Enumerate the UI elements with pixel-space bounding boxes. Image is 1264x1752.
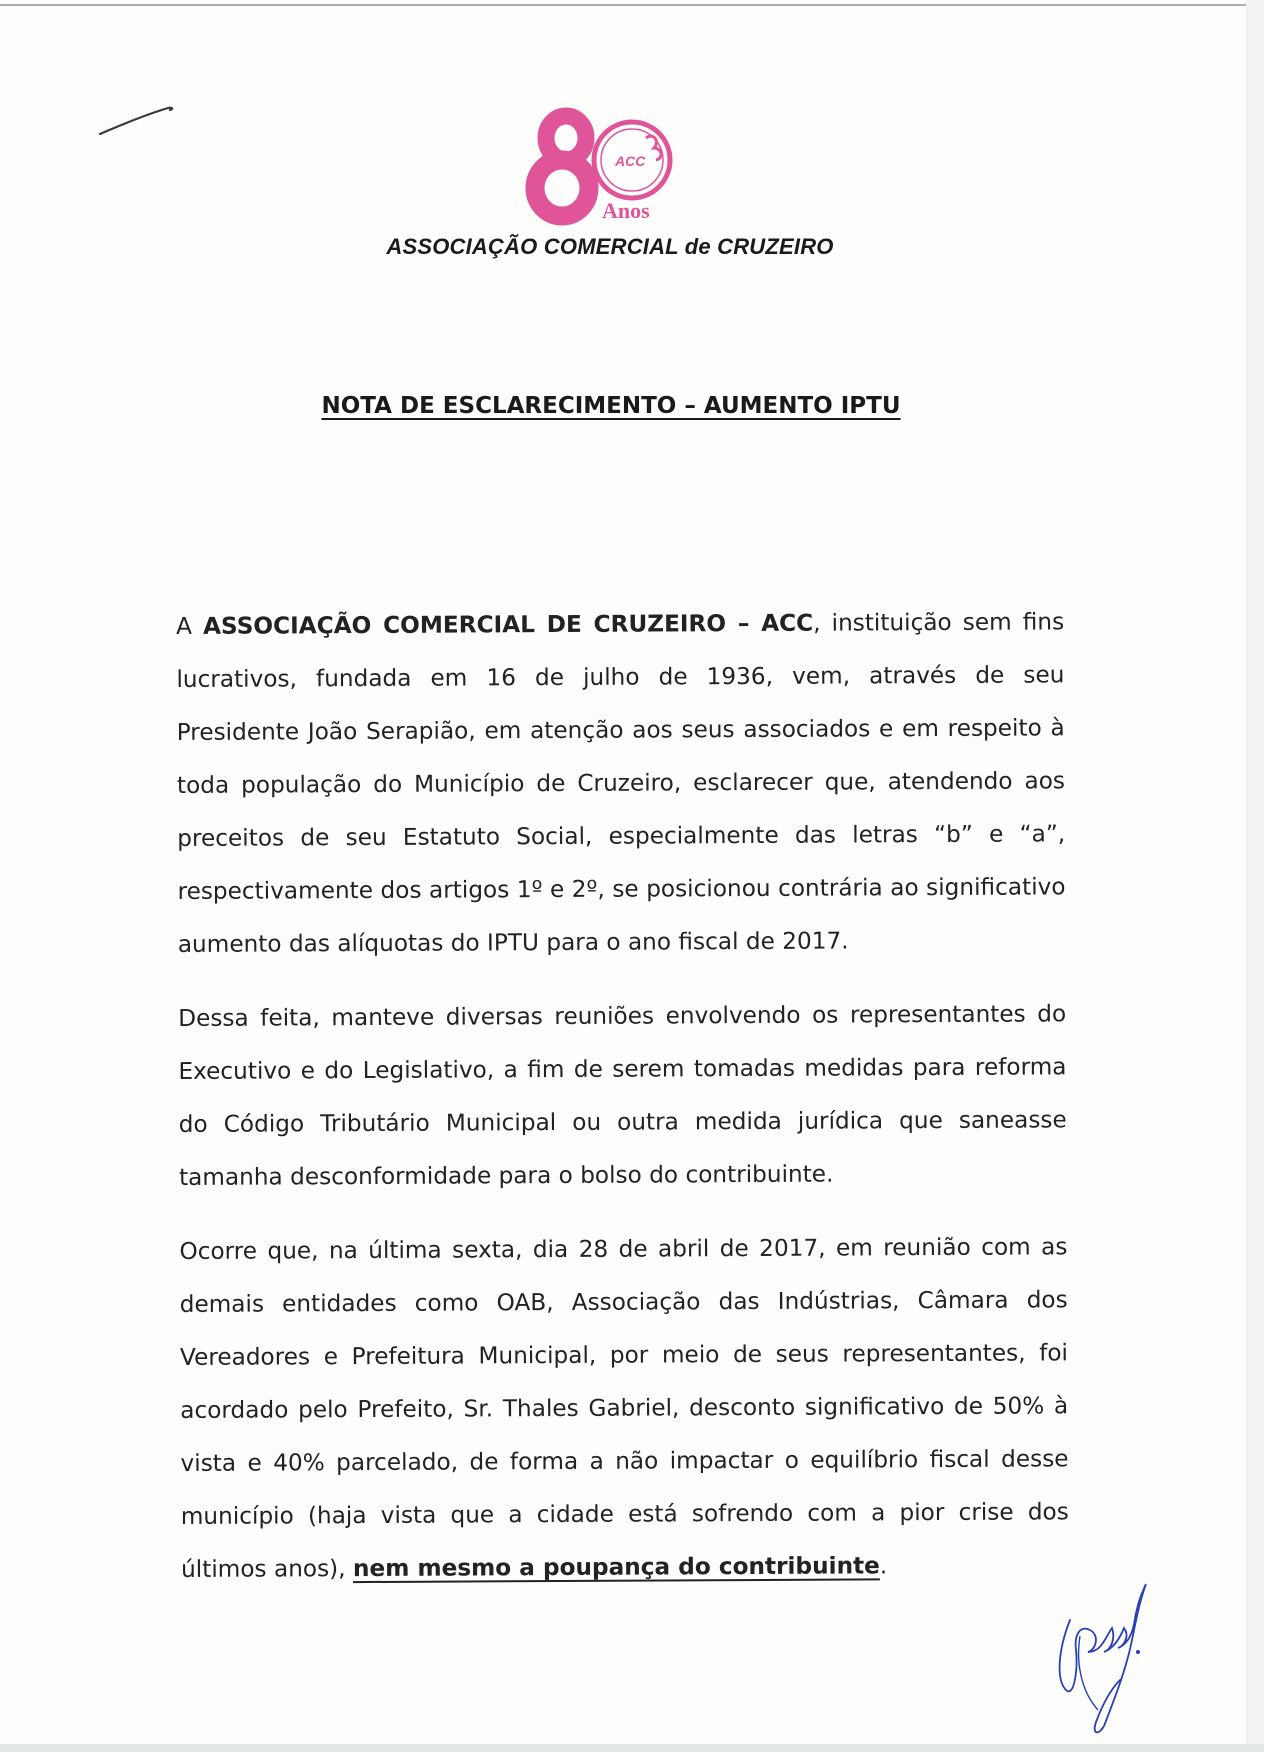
pen-stroke-mark: [98, 104, 178, 138]
top-border-line: [0, 4, 1264, 6]
paragraph-1-lead: A: [176, 612, 204, 640]
bottom-scan-edge: [0, 1744, 1264, 1752]
paragraph-1: [176, 595, 1066, 971]
paragraph-3: [179, 1220, 1069, 1596]
paragraph-3-text: Ocorre que, na última sexta, dia 28 de abril de 2017, em reunião com as demais entidades como OAB, Associação das Indústrias, Câmara dos Vereadores e Prefeitura Municipal, por meio de seus representantes, foi acordado pelo Prefeito, Sr. Thales Gabriel, desconto significativo de 50% à vista e 40% parcelado, de forma a não impactar o equilíbrio fiscal desse município (haja vista que a cidade está sofrendo com a pior crise dos últimos anos),: [179, 1233, 1069, 1583]
page-edge-shadow: [1246, 0, 1264, 1752]
organization-bold-name: ASSOCIAÇÃO COMERCIAL DE CRUZEIRO – ACC: [202, 609, 814, 640]
organization-name: ASSOCIAÇÃO COMERCIAL de CRUZEIRO: [386, 234, 834, 259]
paragraph-1-text: , instituição sem fins lucrativos, fundada em 16 de julho de 1936, vem, através de seu Presidente João Serapião, em atenção aos seus associados e em respeito à toda população do Município de Cruzeiro, esclarecer que, atendendo aos preceitos de seu Estatuto Social, especialmente das letras “b” e “a”, respectivamente dos artigos 1º e 2º, se posicionou contrária ao significativo aumento das alíquotas do IPTU para o ano fiscal de 2017.: [176, 608, 1066, 958]
document-title: [0, 393, 1222, 419]
paragraph-2: Dessa feita, manteve diversas reuniões envolvendo os representantes do Executivo e do Legislativo, a fim de serem tomadas medidas para reforma do Código Tributário Municipal ou outra medida jurídica que saneasse tamanha desconformidade para o bolso do contribuinte.: [178, 1000, 1067, 1191]
logo-initials: ACC: [615, 153, 646, 169]
paragraph-3-end: .: [879, 1552, 888, 1580]
logo-anos-text: Anos: [602, 198, 650, 223]
document-title-text: NOTA DE ESCLARECIMENTO – AUMENTO IPTU: [321, 393, 901, 419]
letter-body: [176, 595, 1069, 1617]
acc-80-anos-logo: [518, 102, 688, 230]
handwritten-signature: [1040, 1540, 1160, 1740]
underlined-emphasis: nem mesmo a poupança do contribuinte: [352, 1552, 880, 1583]
